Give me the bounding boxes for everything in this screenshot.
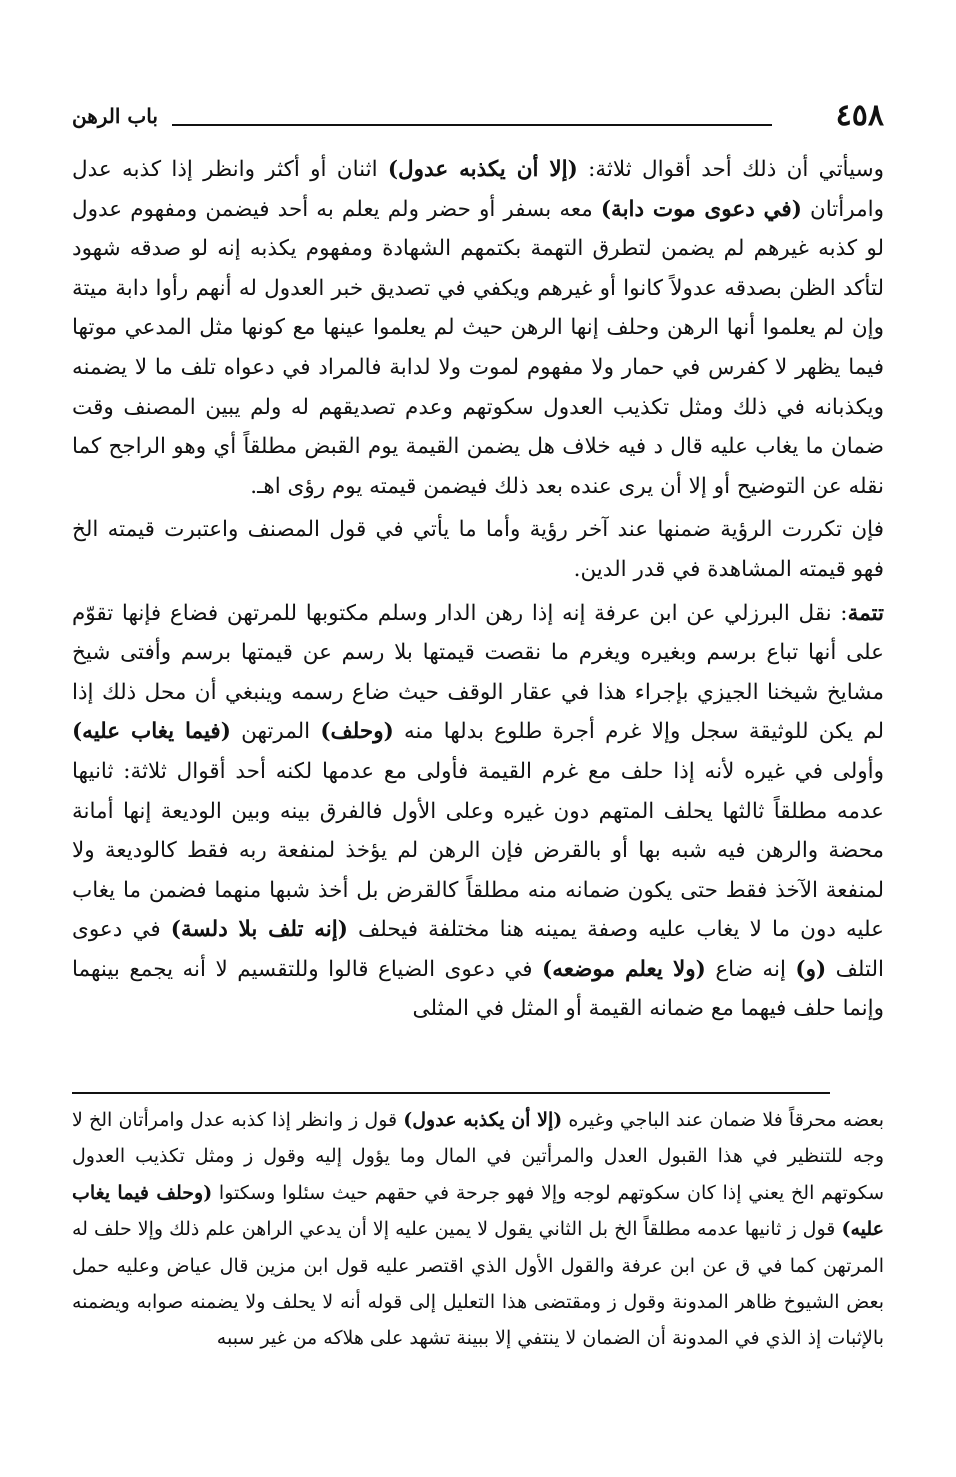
paragraph-3: [72, 594, 884, 1030]
quoted-matn: (ولا يعلم موضعه): [542, 956, 706, 982]
footnote-text: [72, 1102, 884, 1357]
text-span: وسيأتي أن ذلك أحد أقوال ثلاثة:: [577, 157, 884, 182]
quoted-matn: (وحلف): [320, 719, 394, 745]
footnote-separator: [72, 1092, 830, 1094]
text-span: قول ز وانظر إذا كذبه عدل وامرأتان الخ لا وجه للتنظير في هذا القبول العدل والمرأتين في المال وما يؤول إليه وقول ز ومثل تكذيب العدول سكوتهم الخ يعني إذا كان سكوتهم لوجه وإلا فهو جرحة في حقهم حيث سئلوا وسكتوا: [72, 1109, 884, 1204]
header-rule: [172, 124, 772, 126]
chapter-title: باب الرهن: [72, 104, 158, 128]
quoted-matn: (و): [795, 956, 827, 982]
text-span: وأولى في غيره لأنه إذا حلف مع غرم القيمة فأولى مع عدمها لكنه أحد أقوال ثلاثة: ثانيها عدمه مطلقاً ثالثها يحلف المتهم دون غيره وعلى الأول فالفرق بينه وبين الوديعة إنها أمانة محضة والرهن فيه شبه بها أو بالقرض فإن الرهن لم يؤخذ لمنفعة ربه فقط كالوديعة ولا لمنفعة الآخذ فقط حتى يكون ضمانه منه مطلقاً كالقرض بل أخذ شبها منهما فضمن ما يغاب عليه دون ما لا يغاب عليه وصفة يمينه هنا مختلفة فيحلف: [72, 758, 884, 943]
text-span: اثنان أو أكثر وانظر إذا كذبه عدل وامرأتان: [72, 157, 884, 222]
quoted-matn: (فيما يغاب عليه): [72, 719, 231, 745]
text-span: قول ز ثانيها عدمه مطلقاً الخ بل الثاني يقول لا يمين عليه إلا أن يدعي الراهن علم ذلك وإلا حلف له المرتهن كما في ق عن ابن عرفة والقول الأول الذي اقتصر عليه قول ابن مزين قال عياض وعليه حمل بعض الشيوخ ظاهر المدونة وقول ز ومقتضى هذا التعليل إلى قوله أنه لا يحلف ولا يضمنه صوابه ويضمنه بالإثبات إذ الذي في المدونة أن الضمان لا ينتفي إلا ببينة تشهد على هلاكه من غير سببه: [72, 1218, 884, 1350]
running-header: [72, 96, 884, 136]
main-text: [72, 150, 884, 1029]
text-span: إنه ضاع: [705, 956, 796, 982]
quoted-matn: (في دعوى موت دابة): [600, 196, 802, 222]
section-label: تتمة: [847, 600, 884, 626]
page-number: ٤٥٨: [835, 98, 884, 133]
text-span: : نقل البرزلي عن ابن عرفة إنه إذا رهن الدار وسلم مكتوبها للمرتهن فضاع فإنها تقوّم على أنها تباع برسم وبغيره ويغرم ما نقصت قيمتها بلا رسم عن قيمتها برسم وأفتى شيخ مشايخ شيخنا الجيزي بإجراء هذا في عقار الوقف حيث ضاع رسمه وينبغي أن محل ذلك إذا لم يكن للوثيقة سجل وإلا غرم أجرة طلوع بدلها منه: [72, 600, 885, 745]
text-span: في دعوى التلف: [72, 917, 884, 982]
quoted-matn: (إنه تلف بلا دلسة): [170, 917, 348, 943]
quoted-matn: (وحلف فيما يغاب عليه): [72, 1181, 884, 1241]
quoted-matn: (إلا أن يكذبه عدول): [403, 1109, 563, 1131]
text-span: في دعوى الضياع قالوا وللتقسيم لا أنه يجمع بينهما وإنما حلف فيهما مع ضمانه القيمة أو المثل في المثلى: [72, 956, 884, 1022]
text-span: معه بسفر أو حضر ولم يعلم به أحد فيضمن ومفهوم عدول لو كذبه غيرهم لم يضمن لتطرق التهمة بكتمهم الشهادة ومفهوم يكذبه إنه لو صدقه شهود لتأكد الظن بصدقه عدولاً كانوا أو غيرهم ويكفي في تصديق خبر العدول له أنهم رأوا دابة ميتة وإن لم يعلموا أنها الرهن وحلف إنها الرهن حيث لم يعلموا عينها مع كونها مثل المدعي موتها فيما يظهر لا كفرس في حمار ولا مفهوم لموت ولا لدابة فالمراد في دعواه تلف ما لا يضمنه ويكذبانه في ذلك ومثل تكذيب العدول سكوتهم وعدم تصديقهم له ولم يبين المصنف وقت ضمان ما يغاب عليه قال د فيه خلاف هل يضمن القيمة يوم القبض مطلقاً أي وهو الراجح كما نقله عن التوضيح أو إلا أن يرى عنده بعد ذلك فيضمن قيمته يوم رؤى اهـ.: [72, 196, 884, 499]
quoted-matn: (إلا أن يكذبه عدول): [387, 157, 578, 182]
footnote-paragraph: [72, 1102, 884, 1357]
text-span: المرتهن: [230, 719, 321, 745]
paragraph-1: [72, 150, 884, 506]
paragraph-2: فإن تكررت الرؤية ضمنها عند آخر رؤية وأما ما يأتي في قول المصنف واعتبرت قيمته الخ فهو قيمته المشاهدة في قدر الدين.: [72, 517, 884, 582]
text-span: بعضه محرقاً فلا ضمان عند الباجي وغيره: [562, 1109, 884, 1131]
